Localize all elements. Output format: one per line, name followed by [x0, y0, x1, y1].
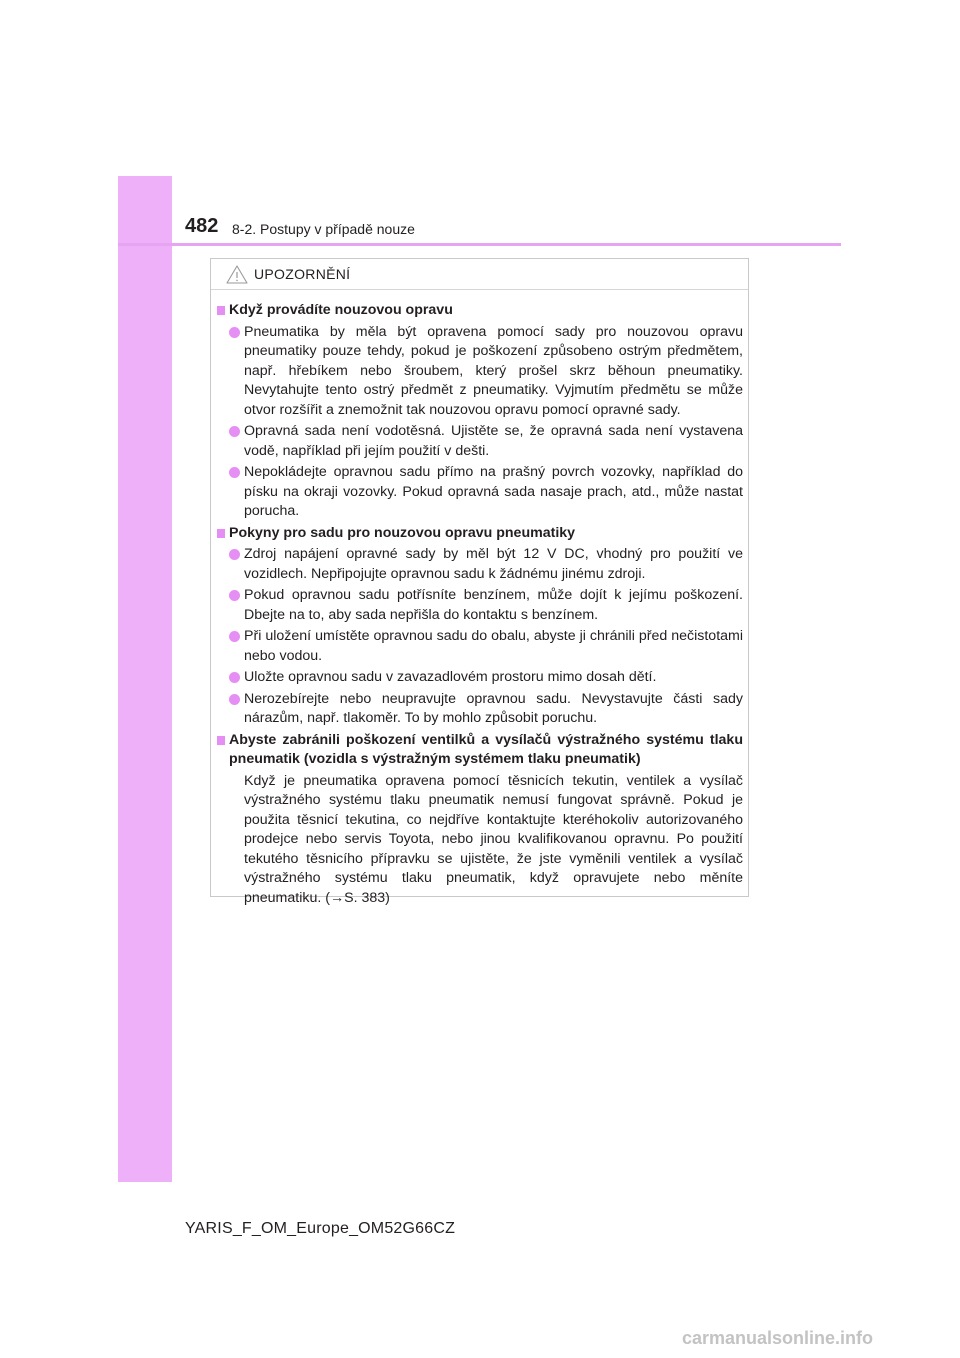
round-bullet-icon	[229, 327, 240, 338]
square-bullet-icon	[217, 529, 225, 538]
section-heading	[217, 731, 743, 770]
list-item-text: Zdroj napájení opravné sady by měl být 12 V DC, vhodný pro použití ve vozidlech. Nepřipojujte opravnou sadu k žádnému jinému zdroji.	[244, 546, 743, 582]
square-bullet-icon	[217, 306, 225, 315]
warning-triangle-icon	[226, 265, 248, 284]
header-divider	[118, 243, 841, 246]
warning-title: UPOZORNĚNÍ	[254, 266, 351, 282]
section-heading	[217, 524, 743, 544]
square-bullet-icon	[217, 736, 225, 745]
round-bullet-icon	[229, 590, 240, 601]
list-item-text: Nerozebírejte nebo neupravujte opravnou sadu. Nevystavujte části sady nárazům, např. tlakoměr. To by mohlo způsobit poruchu.	[244, 690, 743, 726]
page-number: 482	[185, 215, 219, 237]
list-item-text: Pokud opravnou sadu potřísníte benzínem, může dojít k jejímu poškození. Dbejte na to, aby sada nepřišla do kontaktu s benzínem.	[244, 587, 743, 623]
list-item	[217, 323, 743, 421]
list-item-text: Při uložení umístěte opravnou sadu do obalu, abyste ji chránili před nečistotami nebo vodou.	[244, 628, 743, 664]
round-bullet-icon	[229, 694, 240, 705]
list-item	[217, 690, 743, 729]
round-bullet-icon	[229, 549, 240, 560]
warning-header	[211, 259, 748, 290]
list-item-text: Nepokládejte opravnou sadu přímo na prašný povrch vozovky, například do písku na okraji vozovky. Pokud opravná sada nasaje prach, atd., může nastat porucha.	[244, 464, 743, 519]
section-heading-text: Pokyny pro sadu pro nouzovou opravu pneumatiky	[229, 524, 576, 541]
warning-section-repair-kit	[217, 524, 743, 729]
round-bullet-icon	[229, 426, 240, 437]
list-item-text: Uložte opravnou sadu v zavazadlovém prostoru mimo dosah dětí.	[244, 669, 657, 685]
list-item	[217, 627, 743, 666]
warning-section-tpms	[217, 731, 743, 909]
section-heading-text: Abyste zabránili poškození ventilků a vysílačů výstražného systému tlaku pneumatik (vozidla s výstražným systémem tlaku pneumatik)	[229, 731, 743, 767]
list-item	[217, 463, 743, 522]
round-bullet-icon	[229, 672, 240, 683]
section-heading	[217, 301, 743, 321]
section-title: 8-2. Postupy v případě nouze	[232, 221, 415, 237]
document-code: YARIS_F_OM_Europe_OM52G66CZ	[185, 1220, 456, 1237]
warning-content	[217, 299, 743, 909]
section-heading-text: Když provádíte nouzovou opravu	[229, 302, 453, 318]
list-item	[217, 545, 743, 584]
warning-box	[210, 258, 749, 906]
list-item	[217, 668, 743, 688]
round-bullet-icon	[229, 467, 240, 478]
list-item-text: Pneumatika by měla být opravena pomocí sady pro nouzovou opravu pneumatiky pouze tehdy, pokud je poškození způsobeno ostrým předmětem, např. hřebíkem nebo šroubem, který prošel skrz běhoun pneumatiky. Nevytahujte tento ostrý předmět z pneumatiky. Vyjmutím předmětu se může otvor rozšířit a znemožnit tak nouzovou opravu pomocí opravné sady.	[244, 323, 743, 418]
section-paragraph: Když je pneumatika opravena pomocí těsnicích tekutin, ventilek a vysílač výstražného systému tlaku pneumatik nemusí fungovat správně. Pokud je použita těsnicí tekutina, co nejdříve kontaktujte kteréhokoliv autorizovaného prodejce nebo servis Toyota, nebo jinou kvalifikovanou opravnu. Po použití tekutého těsnicího přípravku se ujistěte, že jste vyměnili ventilek a vysílač výstražného systému tlaku pneumatik, když opravujete nebo měníte pneumatiku. (→S. 383)	[244, 772, 743, 906]
chapter-side-tab	[118, 176, 172, 1182]
list-item	[217, 586, 743, 625]
list-item-text: Opravná sada není vodotěsná. Ujistěte se, že opravná sada není vystavena vodě, například při jejím použití v dešti.	[244, 423, 743, 459]
warning-section-emergency-repair	[217, 301, 743, 522]
round-bullet-icon	[229, 631, 240, 642]
watermark: carmanualsonline.info	[682, 1328, 874, 1348]
list-item	[217, 422, 743, 461]
